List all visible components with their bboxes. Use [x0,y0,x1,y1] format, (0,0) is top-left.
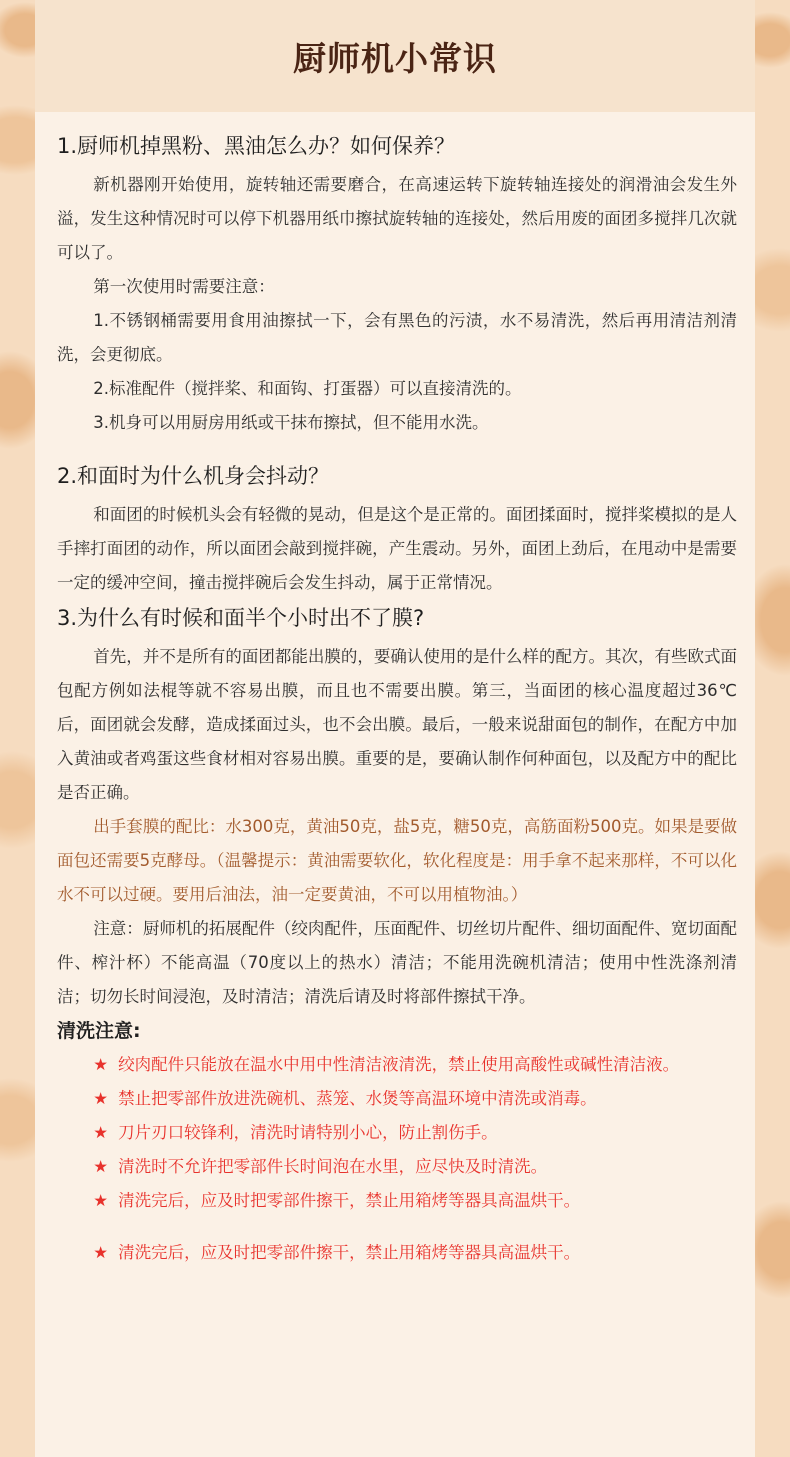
cleaning-item: ★ 清洗完后，应及时把零部件擦干，禁止用箱烤等器具高温烘干。 [93,1191,581,1210]
q1-item-2: 2.标准配件（搅拌桨、和面钩、打蛋器）可以直接清洗的。 [93,379,522,398]
article [57,128,737,1270]
q2-paragraph: 和面团的时候机头会有轻微的晃动，但是这个是正常的。面团揉面时，搅拌桨模拟的是人手摔打面团的动作，所以面团会敲到搅拌碗，产生震动。另外，面团上劲后，在甩动中是需要一定的缓冲空间，撞击搅拌碗后会发生抖动，属于正常情况。 [57,505,737,592]
q3-note: 注意：厨师机的拓展配件（绞肉配件，压面配件、切丝切片配件、细切面配件、宽切面配件、榨汁杯）不能高温（70度以上的热水）清洁；不能用洗碗机清洁；使用中性洗涤剂清洁；切勿长时间浸泡，及时清洁；清洗后请及时将部件擦拭干净。 [57,919,737,1006]
q3-paragraph: 首先，并不是所有的面团都能出膜的，要确认使用的是什么样的配方。其次，有些欧式面包配方例如法棍等就不容易出膜，而且也不需要出膜。第三，当面团的核心温度超过36℃后，面团就会发酵，造成揉面过头，也不会出膜。最后，一般来说甜面包的制作，在配方中加入黄油或者鸡蛋这些食材相对容易出膜。重要的是，要确认制作何种面包，以及配方中的配比是否正确。 [57,647,737,802]
cleaning-item: ★ 绞肉配件只能放在温水中用中性清洁液清洗，禁止使用高酸性或碱性清洁液。 [93,1055,680,1074]
q1-paragraph: 新机器刚开始使用，旋转轴还需要磨合，在高速运转下旋转轴连接处的润滑油会发生外溢，发生这种情况时可以停下机器用纸巾擦拭旋转轴的连接处，然后用废的面团多搅拌几次就可以了。 [57,175,737,262]
q3-heading: 3.为什么有时候和面半个小时出不了膜? [57,606,425,630]
q3-recipe: 出手套膜的配比：水300克，黄油50克，盐5克，糖50克，高筋面粉500克。如果是要做面包还需要5克酵母。（温馨提示：黄油需要软化，软化程度是：用手拿不起来那样，不可以化水不可以过硬。要用后油法，油一定要黄油，不可以用植物油。） [57,817,737,904]
cleaning-item: ★ 清洗完后，应及时把零部件擦干，禁止用箱烤等器具高温烘干。 [93,1243,581,1262]
star-icon: ★ [93,1089,109,1108]
star-icon: ★ [93,1157,109,1176]
q1-first-use: 第一次使用时需要注意： [93,277,275,296]
q2-heading: 2.和面时为什么机身会抖动？ [57,464,330,488]
title-bar [35,0,755,112]
cleaning-item: ★ 清洗时不允许把零部件长时间泡在水里，应尽快及时清洗。 [93,1157,548,1176]
star-icon: ★ [93,1123,109,1142]
cleaning-item: ★ 刀片刃口较锋利，清洗时请特别小心，防止割伤手。 [93,1123,498,1142]
cleaning-item: ★ 禁止把零部件放进洗碗机、蒸笼、水煲等高温环境中清洗或消毒。 [93,1089,597,1108]
cleaning-heading: 清洗注意: [57,1020,141,1042]
q1-heading: 1.厨师机掉黑粉、黑油怎么办？如何保养？ [57,134,456,158]
q1-item-3: 3.机身可以用厨房用纸或干抹布擦拭，但不能用水洗。 [93,413,489,432]
star-icon: ★ [93,1243,109,1262]
q1-item-1: 1.不锈钢桶需要用食用油擦拭一下，会有黑色的污渍，水不易清洗，然后再用清洁剂清洗，会更彻底。 [57,311,737,364]
star-icon: ★ [93,1055,109,1074]
star-icon: ★ [93,1191,109,1210]
page-title: 厨师机小常识 [293,38,497,78]
